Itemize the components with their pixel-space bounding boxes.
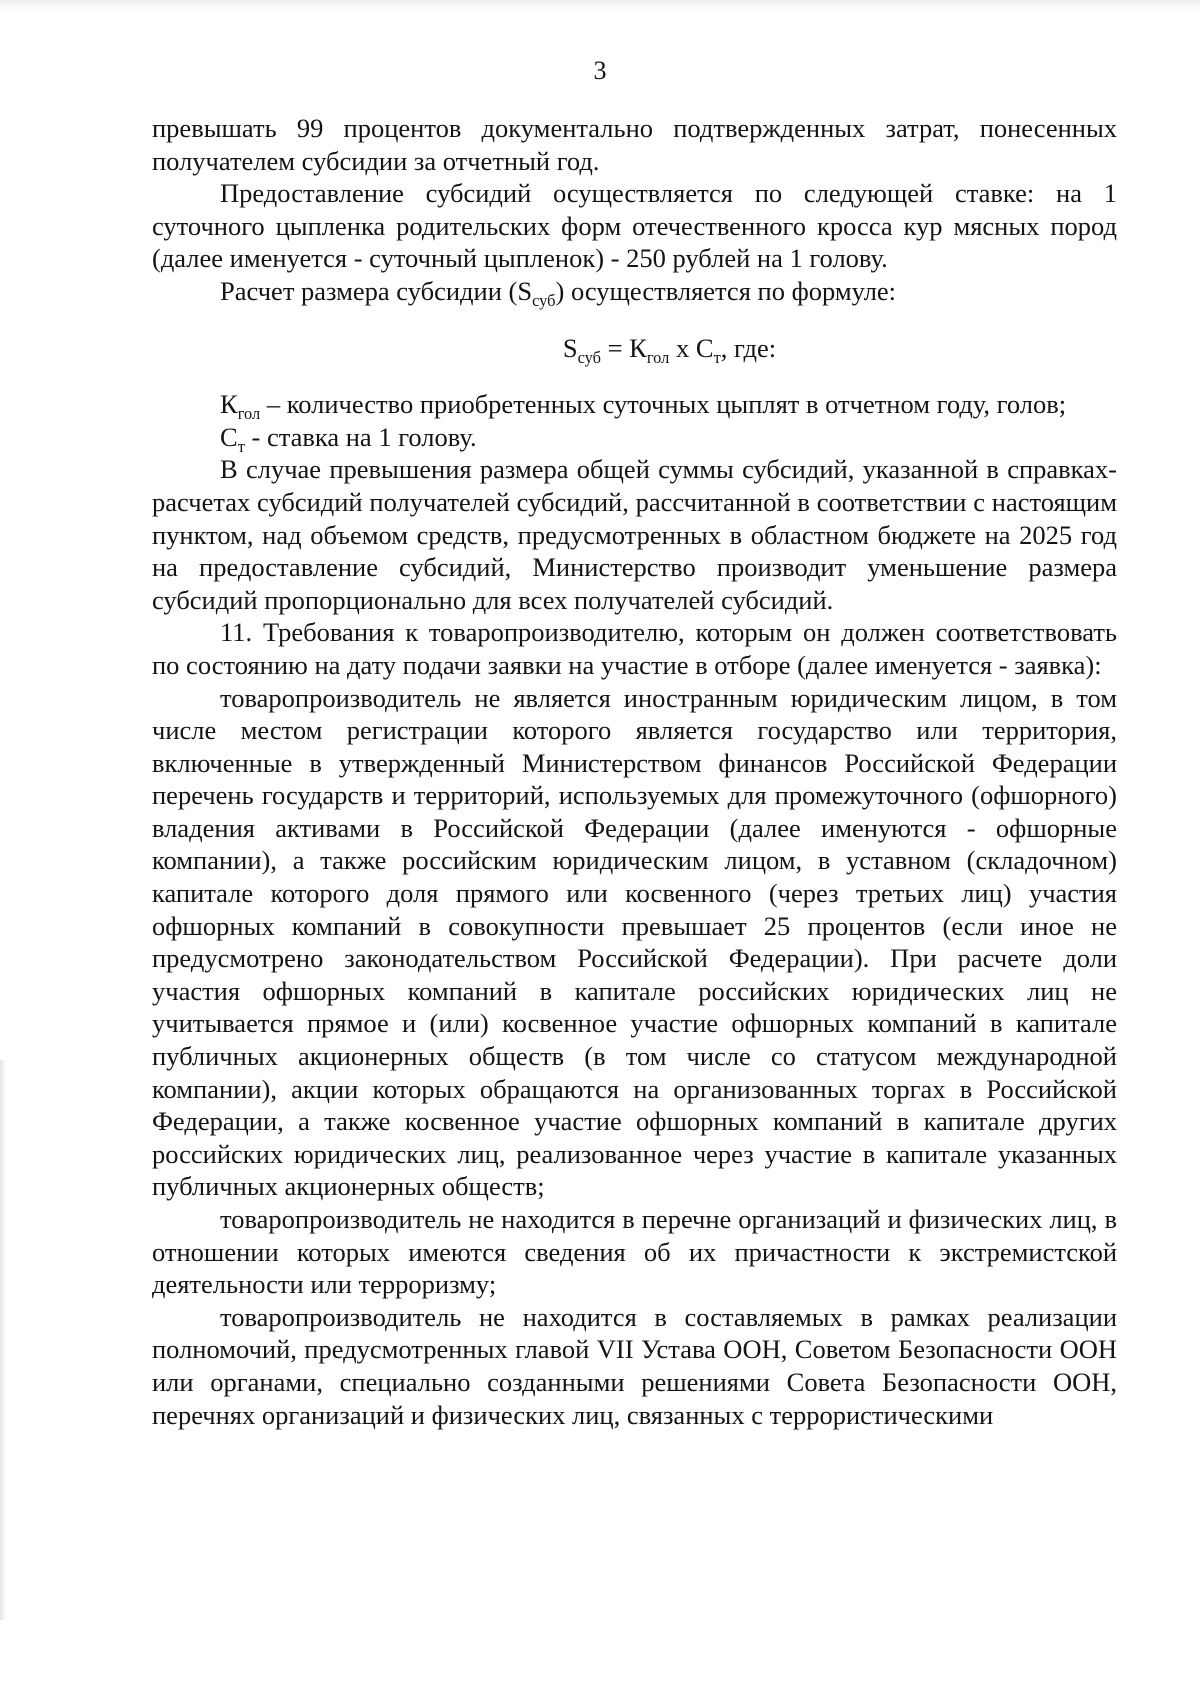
- paragraph-formula-intro: Расчет размера субсидии $(S_{суб})$ осуществляется по формуле:: [220, 275, 897, 310]
- paragraph-definition-c: $С_т$ - ставка на 1 голову.: [220, 421, 477, 456]
- paragraph-budget-excess: В случае превышения размера общей суммы субсидий, указанной в справках-расчетах субсидий получателей субсидий, рассчитанной в соответствии с настоящим пунктом, над объемом средств, предусмотренных в областном бюджете на 2025 год на предоставление субсидий, Министерство производит уменьшение размера субсидий пропорционально для всех получателей субсидий.: [152, 454, 1117, 615]
- scan-edge-left: [0, 1060, 6, 1620]
- page-number: 3: [593, 56, 607, 85]
- subsidy-formula: $S_{суб} = К_{гол}$ х $С_т$, где:: [562, 332, 777, 367]
- paragraph-offshore-requirement: товаропроизводитель не является иностранным юридическим лицом, в том числе местом регистрации которого является государство или территория, включенные в утвержденный Министерством финансов Российской Федерации перечень государств и территорий, используемых для промежуточного (офшорного) владения активами в Российской Федерации (далее именуются - офшорные компании), а также российским юридическим лицом, в уставном (складочном) капитале которого доля прямого или косвенного (через третьих лиц) участия офшорных компаний в совокупности превышает 25 процентов (если иное не предусмотрено законодательством Российской Федерации). При расчете доли участия офшорных компаний в капитале российских юридических лиц не учитывается прямое и (или) косвенное участие офшорных компаний в капитале публичных акционерных обществ (в том числе со статусом международной компании), акции которых обращаются на организованных торгах в Российской Федерации, а также косвенное участие офшорных компаний в капитале других российских юридических лиц, реализованное через участие в капитале указанных публичных акционерных обществ;: [152, 682, 1117, 1202]
- paragraph-un-sanctions-requirement: товаропроизводитель не находится в составляемых в рамках реализации полномочий, предусмотренных главой VII Устава ООН, Советом Безопасности ООН или органами, специально созданными решениями Совета Безопасности ООН, перечнях организаций и физических лиц, связанных с террористическими: [152, 1301, 1117, 1430]
- document-body: [152, 112, 1117, 1431]
- scan-edge-top: [0, 0, 1200, 14]
- paragraph-subsidy-rate: Предоставление субсидий осуществляется по следующей ставке: на 1 суточного цыпленка родительских форм отечественного кросса кур мясных пород (далее именуется - суточный цыпленок) - 250 рублей на 1 голову.: [152, 178, 1117, 274]
- paragraph-definition-k: $К_{гол}$ – количество приобретенных суточных цыплят в отчетном году, голов;: [220, 389, 1067, 423]
- paragraph-requirements-11: 11. Требования к товаропроизводителю, которым он должен соответствовать по состоянию на дату подачи заявки на участие в отборе (далее именуется - заявка):: [152, 617, 1117, 680]
- paragraph-continuation: превышать 99 процентов документально подтвержденных затрат, понесенных получателем субсидии за отчетный год.: [152, 113, 1117, 176]
- paragraph-extremism-requirement: товаропроизводитель не находится в перечне организаций и физических лиц, в отношении которых имеются сведения об их причастности к экстремистской деятельности или терроризму;: [152, 1204, 1117, 1300]
